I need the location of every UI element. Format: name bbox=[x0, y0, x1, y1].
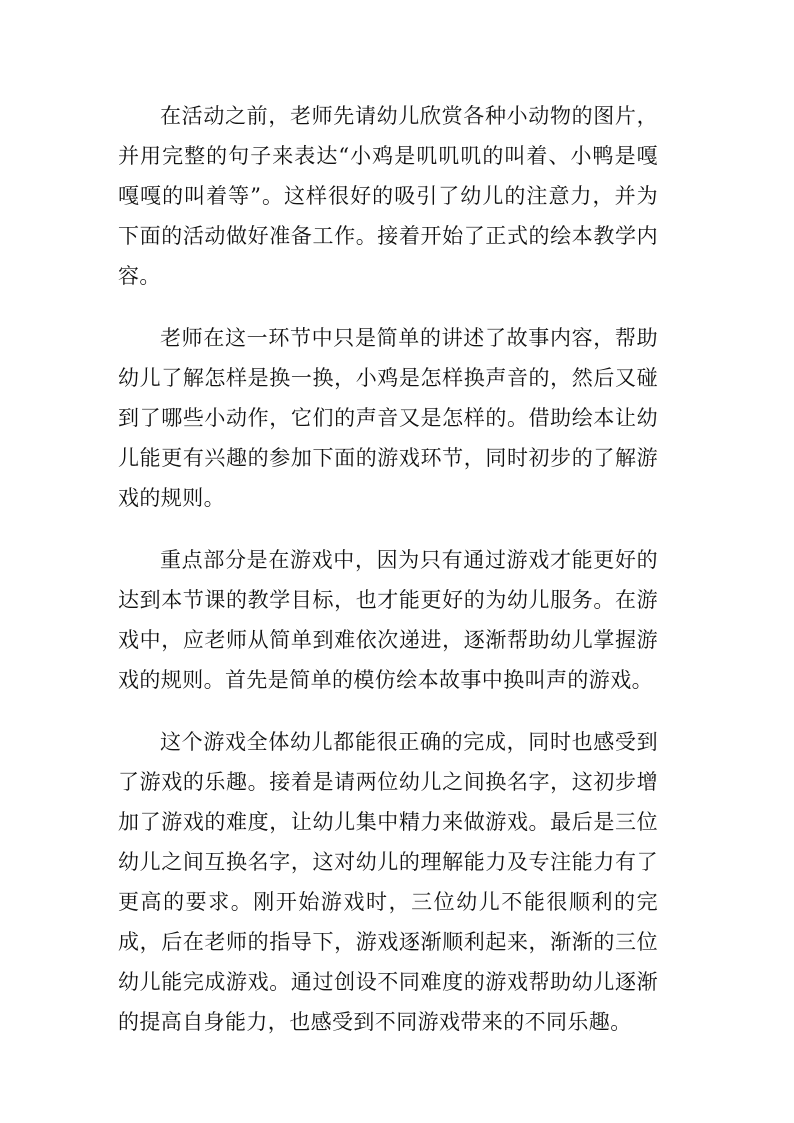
paragraph-4: 这个游戏全体幼儿都能很正确的完成，同时也感受到了游戏的乐趣。接着是请两位幼儿之间换名字，这初步增加了游戏的难度，让幼儿集中精力来做游戏。最后是三位幼儿之间互换名字，这对幼儿的理解能力及专注能力有了更高的要求。刚开始游戏时，三位幼儿不能很顺利的完成，后在老师的指导下，游戏逐渐顺利起来，渐渐的三位幼儿能完成游戏。通过创设不同难度的游戏帮助幼儿逐渐的提高自身能力，也感受到不同游戏带来的不同乐趣。 bbox=[118, 730, 658, 1034]
document-body bbox=[118, 96, 658, 1064]
paragraph-3: 重点部分是在游戏中，因为只有通过游戏才能更好的达到本节课的教学目标，也才能更好的为幼儿服务。在游戏中，应老师从简单到难依次递进，逐渐帮助幼儿掌握游戏的规则。首先是简单的模仿绘本故事中换叫声的游戏。 bbox=[118, 548, 658, 692]
paragraph-2: 老师在这一环节中只是简单的讲述了故事内容，帮助幼儿了解怎样是换一换，小鸡是怎样换声音的，然后又碰到了哪些小动作，它们的声音又是怎样的。借助绘本让幼儿能更有兴趣的参加下面的游戏环节，同时初步的了解游戏的规则。 bbox=[118, 326, 658, 510]
paragraph-1: 在活动之前，老师先请幼儿欣赏各种小动物的图片，并用完整的句子来表达“小鸡是叽叽叽的叫着、小鸭是嘎嘎嘎的叫着等”。这样很好的吸引了幼儿的注意力，并为下面的活动做好准备工作。接着开始了正式的绘本教学内容。 bbox=[118, 104, 658, 288]
